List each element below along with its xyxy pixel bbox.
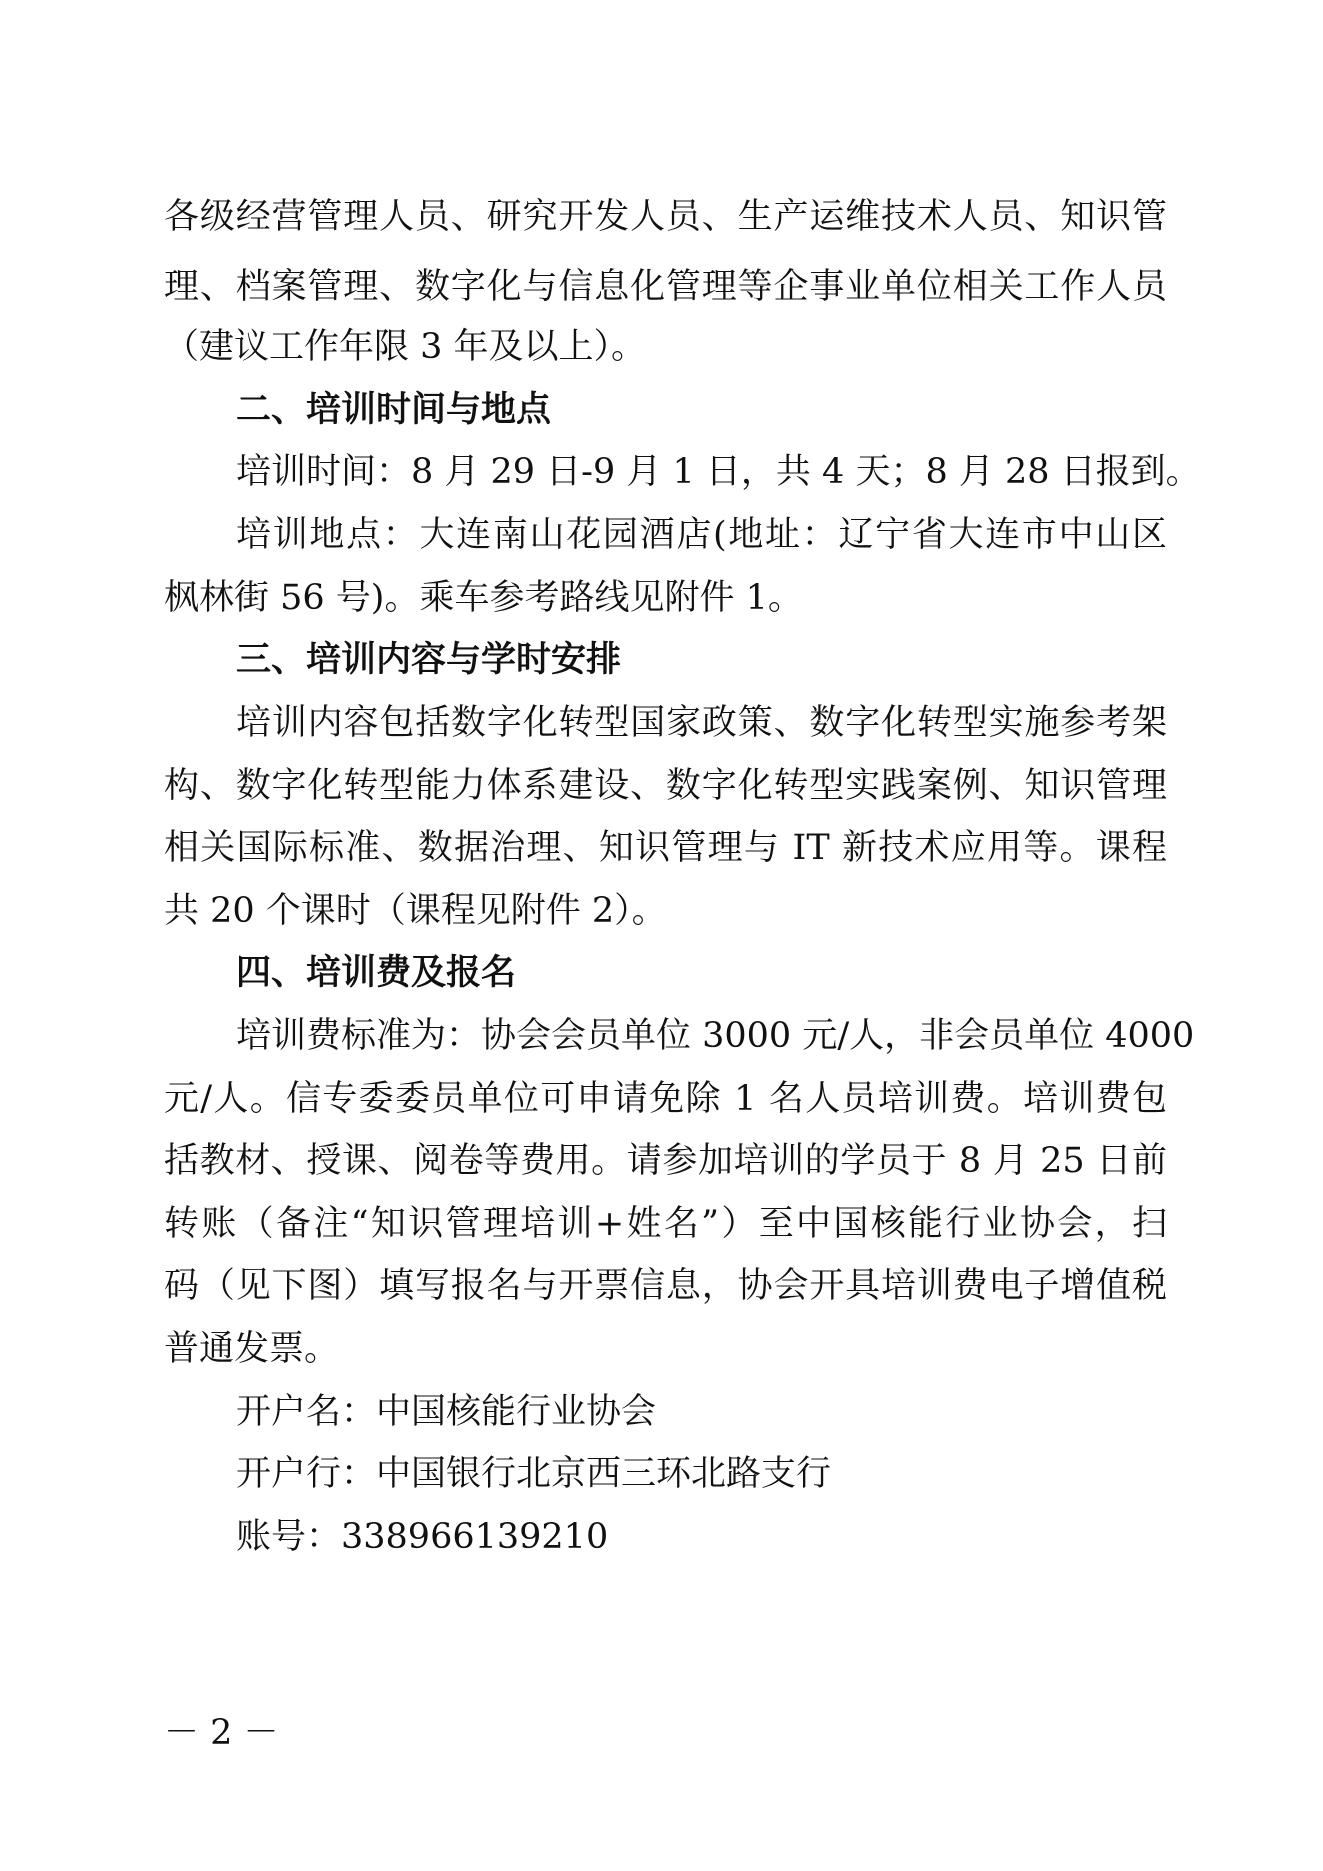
paragraph-line: 培训时间：8 月 29 日-9 月 1 日，共 4 天；8 月 28 日报到。 [236, 452, 1201, 492]
account-name: 开户名：中国核能行业协会 [236, 1392, 657, 1432]
paragraph-line: 共 20 个课时（课程见附件 2）。 [164, 891, 667, 931]
paragraph-line: 各级经营管理人员、研究开发人员、生产运维技术人员、知识管 [164, 197, 1167, 237]
section-heading: 二、培训时间与地点 [236, 390, 552, 430]
paragraph-line: 培训费标准为：协会会员单位 3000 元/人，非会员单位 4000 [236, 1016, 1195, 1056]
paragraph-line: 括教材、授课、阅卷等费用。请参加培训的学员于 8 月 25 日前 [164, 1141, 1167, 1181]
paragraph-line: 构、数字化转型能力体系建设、数字化转型实践案例、知识管理 [164, 766, 1167, 806]
paragraph-line: 枫林街 56 号)。乘车参考路线见附件 1。 [164, 578, 803, 618]
paragraph-line: 培训地点：大连南山花园酒店(地址：辽宁省大连市中山区 [236, 515, 1167, 555]
bank-name: 开户行：中国银行北京西三环北路支行 [236, 1454, 832, 1494]
paragraph-line: 转账（备注“知识管理培训+姓名”）至中国核能行业协会，扫 [164, 1204, 1167, 1244]
paragraph-line: （建议工作年限 3 年及以上）。 [164, 327, 647, 367]
section-heading: 三、培训内容与学时安排 [236, 640, 622, 680]
paragraph-line: 码（见下图）填写报名与开票信息，协会开具培训费电子增值税 [164, 1266, 1167, 1306]
paragraph-line: 培训内容包括数字化转型国家政策、数字化转型实施参考架 [236, 703, 1167, 743]
section-heading: 四、培训费及报名 [236, 953, 517, 993]
paragraph-line: 普通发票。 [164, 1329, 340, 1369]
account-number: 账号：338966139210 [236, 1517, 609, 1557]
paragraph-line: 理、档案管理、数字化与信息化管理等企事业单位相关工作人员 [164, 267, 1167, 307]
paragraph-line: 元/人。信专委委员单位可申请免除 1 名人员培训费。培训费包 [164, 1079, 1167, 1119]
paragraph-line: 相关国际标准、数据治理、知识管理与 IT 新技术应用等。课程 [164, 828, 1167, 868]
page-number: － 2 － [164, 1713, 279, 1753]
